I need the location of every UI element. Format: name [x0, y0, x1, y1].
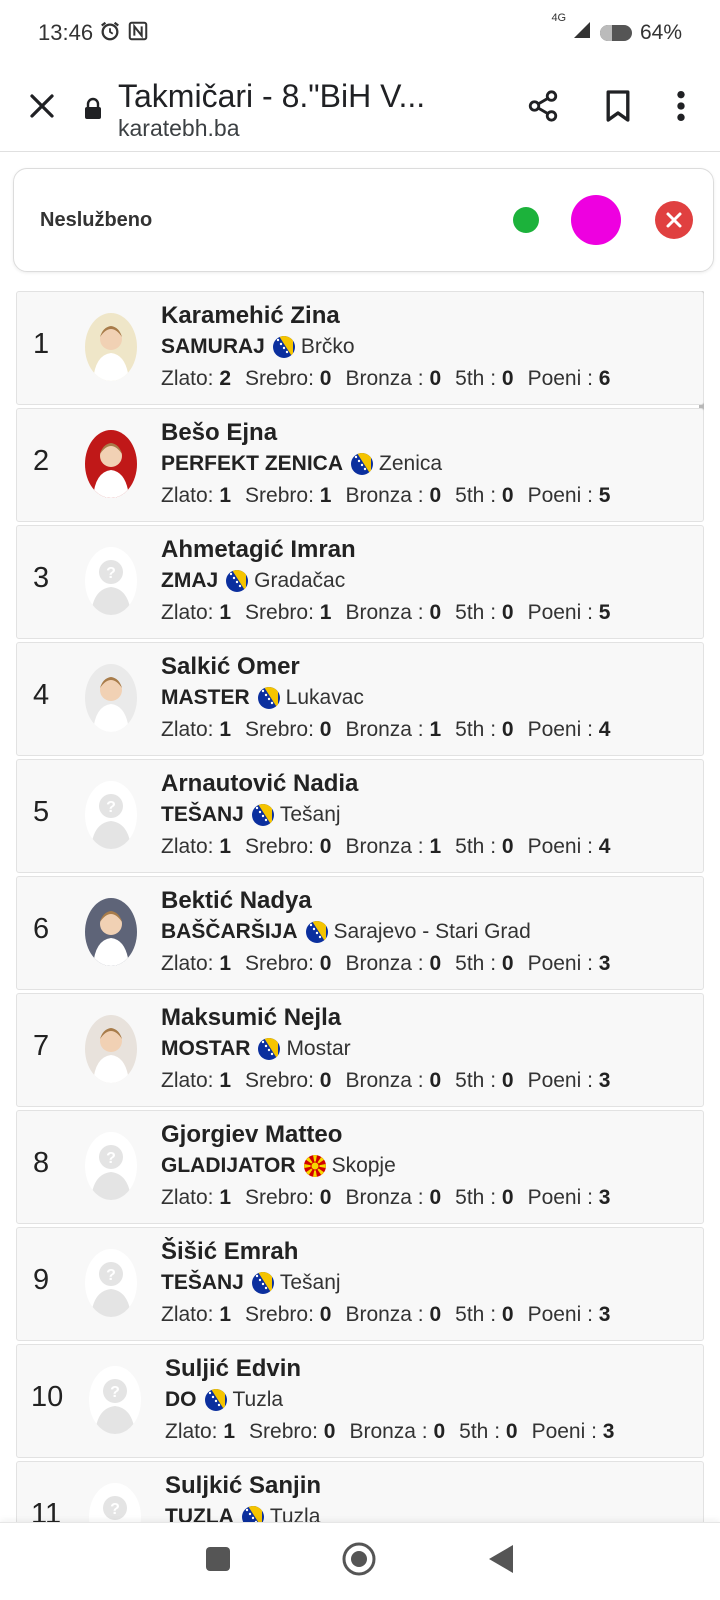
competitor-rank: 3: [33, 562, 50, 594]
competitor-row[interactable]: [16, 408, 704, 522]
avatar-placeholder-icon: [85, 1249, 137, 1317]
competitor-rank: 1: [33, 328, 50, 360]
avatar: [85, 898, 137, 966]
club-line: [161, 452, 442, 476]
club-line: [161, 569, 345, 593]
club-city: Tuzla: [269, 1505, 321, 1522]
club-line: [161, 335, 355, 359]
status-time: 13:46: [38, 20, 94, 45]
battery-percent: 64%: [639, 21, 682, 44]
status-dot-magenta[interactable]: [571, 195, 621, 245]
club-name: DO: [165, 1388, 197, 1411]
home-button[interactable]: [341, 1541, 377, 1582]
club-city: Mostar: [286, 1037, 351, 1060]
flag-ba-icon: [226, 570, 248, 592]
recents-button[interactable]: [205, 1546, 231, 1577]
competitor-row[interactable]: [16, 1110, 704, 1224]
signal-icon: 4G: [551, 20, 592, 46]
alarm-icon: [99, 20, 121, 47]
club-name: TEŠANJ: [161, 803, 244, 826]
flag-mk-icon: [304, 1155, 326, 1177]
status-dot-green[interactable]: [513, 207, 539, 233]
club-city: Gradačac: [254, 569, 346, 592]
competitor-rank: 6: [33, 913, 50, 945]
svg-text:?: ?: [106, 565, 116, 582]
medal-stats: Zlato: 1 Srebro: 0 Bronza : 1 5th : 0 Poeni : 4: [161, 835, 611, 858]
club-line: [161, 686, 364, 710]
competitor-row[interactable]: [16, 1344, 704, 1458]
club-city: Skopje: [331, 1154, 396, 1177]
competitor-row[interactable]: [16, 1461, 704, 1522]
competitor-rank: 11: [31, 1498, 62, 1522]
flag-ba-icon: [306, 921, 328, 943]
club-name: SAMURAJ: [161, 335, 265, 358]
address-bar[interactable]: [108, 77, 526, 141]
club-city: Lukavac: [285, 686, 364, 709]
status-bar: [0, 0, 720, 66]
close-icon: [27, 91, 57, 126]
competitor-row[interactable]: [16, 291, 704, 405]
page-url: karatebh.ba: [118, 114, 240, 141]
competitor-rank: 5: [33, 796, 50, 828]
medal-stats: Zlato: 2 Srebro: 0 Bronza : 0 5th : 0 Poeni : 6: [161, 367, 611, 390]
competitor-name[interactable]: Šišić Emrah: [161, 1238, 299, 1265]
club-line: [165, 1505, 320, 1522]
competitor-row[interactable]: [16, 642, 704, 756]
club-city: Sarajevo - Stari Grad: [333, 920, 531, 943]
flag-ba-icon: [258, 687, 280, 709]
competitor-row[interactable]: [16, 876, 704, 990]
medal-stats: Zlato: 1 Srebro: 1 Bronza : 0 5th : 0 Poeni : 5: [161, 484, 611, 507]
status-legend-card: [13, 168, 714, 272]
share-icon[interactable]: [526, 89, 560, 128]
club-line: [161, 803, 341, 827]
medal-stats: Zlato: 1 Srebro: 0 Bronza : 0 5th : 0 Poeni : 3: [161, 1303, 611, 1326]
page-title: Takmičari - 8."BiH V...: [118, 77, 426, 114]
browser-toolbar: [0, 66, 720, 152]
competitor-name[interactable]: Karamehić Zina: [161, 302, 340, 329]
competitor-name[interactable]: Gjorgiev Matteo: [161, 1121, 343, 1148]
svg-text:?: ?: [110, 1501, 120, 1518]
competitor-name[interactable]: Salkić Omer: [161, 653, 300, 680]
bookmark-icon[interactable]: [604, 89, 632, 128]
competitor-rank: 7: [33, 1030, 50, 1062]
club-line: [161, 1037, 351, 1061]
medal-stats: Zlato: 1 Srebro: 0 Bronza : 1 5th : 0 Poeni : 4: [161, 718, 611, 741]
club-line: [165, 1388, 283, 1412]
competitor-rank: 4: [33, 679, 50, 711]
club-city: Tuzla: [232, 1388, 284, 1411]
avatar-placeholder-icon: [85, 781, 137, 849]
competitor-name[interactable]: Suljkić Sanjin: [165, 1472, 322, 1499]
club-city: Brčko: [300, 335, 355, 358]
flag-ba-icon: [242, 1506, 264, 1522]
club-name: TEŠANJ: [161, 1271, 244, 1294]
competitor-name[interactable]: Arnautović Nadia: [161, 770, 359, 797]
club-name: PERFEKT ZENICA: [161, 452, 344, 475]
avatar-placeholder-icon: [85, 1132, 137, 1200]
competitor-row[interactable]: [16, 993, 704, 1107]
competitor-row[interactable]: [16, 525, 704, 639]
battery-icon: [600, 25, 632, 41]
competitor-rank: 10: [31, 1381, 64, 1413]
medal-stats: Zlato: 1 Srebro: 0 Bronza : 0 5th : 0 Poeni : 3: [161, 1069, 611, 1092]
close-circle-icon[interactable]: [655, 201, 693, 239]
club-name: GLADIJATOR: [161, 1154, 296, 1177]
competitor-name[interactable]: Maksumić Nejla: [161, 1004, 342, 1031]
back-button[interactable]: [487, 1543, 515, 1580]
close-tab-button[interactable]: [0, 91, 84, 126]
flag-ba-icon: [252, 804, 274, 826]
club-city: Tešanj: [279, 1271, 341, 1294]
club-name: BAŠČARŠIJA: [161, 920, 298, 943]
competitor-rank: 9: [33, 1264, 50, 1296]
club-name: MOSTAR: [161, 1037, 251, 1060]
svg-text:?: ?: [110, 1384, 120, 1401]
medal-stats: Zlato: 1 Srebro: 0 Bronza : 0 5th : 0 Poeni : 3: [165, 1420, 615, 1443]
flag-ba-icon: [258, 1038, 280, 1060]
club-name: ZMAJ: [161, 569, 219, 592]
competitor-name[interactable]: Bešo Ejna: [161, 419, 278, 446]
competitor-name[interactable]: Ahmetagić Imran: [161, 536, 356, 563]
competitor-list[interactable]: [16, 291, 704, 1522]
nfc-icon: [127, 20, 149, 47]
competitor-rank: 8: [33, 1147, 50, 1179]
system-nav-bar: [0, 1522, 720, 1600]
competitor-row[interactable]: [16, 759, 704, 873]
flag-ba-icon: [252, 1272, 274, 1294]
medal-stats: Zlato: 1 Srebro: 0 Bronza : 0 5th : 0 Poeni : 3: [161, 1186, 611, 1209]
club-line: [161, 1271, 341, 1295]
club-name: MASTER: [161, 686, 250, 709]
club-city: Tešanj: [279, 803, 341, 826]
svg-text:?: ?: [106, 799, 116, 816]
avatar: [85, 430, 137, 498]
unofficial-label: Neslužbeno: [40, 208, 153, 231]
club-city: Zenica: [379, 452, 443, 475]
more-menu-icon[interactable]: [676, 89, 686, 128]
medal-stats: Zlato: 1 Srebro: 0 Bronza : 0 5th : 0 Poeni : 3: [161, 952, 611, 975]
competitor-row[interactable]: [16, 1227, 704, 1341]
lock-icon[interactable]: [78, 97, 108, 121]
avatar: [85, 1015, 137, 1083]
avatar-placeholder-icon: [89, 1366, 141, 1434]
competitor-name[interactable]: Bektić Nadya: [161, 887, 312, 914]
flag-ba-icon: [205, 1389, 227, 1411]
avatar-placeholder-icon: [85, 547, 137, 615]
club-line: [161, 1154, 396, 1178]
svg-text:?: ?: [106, 1150, 116, 1167]
flag-ba-icon: [351, 453, 373, 475]
svg-text:?: ?: [106, 1267, 116, 1284]
flag-ba-icon: [273, 336, 295, 358]
avatar-placeholder-icon: [89, 1483, 141, 1522]
club-name: TUZLA: [165, 1505, 234, 1522]
medal-stats: Zlato: 1 Srebro: 1 Bronza : 0 5th : 0 Poeni : 5: [161, 601, 611, 624]
club-line: [161, 920, 531, 944]
avatar: [85, 664, 137, 732]
avatar: [85, 313, 137, 381]
competitor-rank: 2: [33, 445, 50, 477]
competitor-name[interactable]: Suljić Edvin: [165, 1355, 302, 1382]
